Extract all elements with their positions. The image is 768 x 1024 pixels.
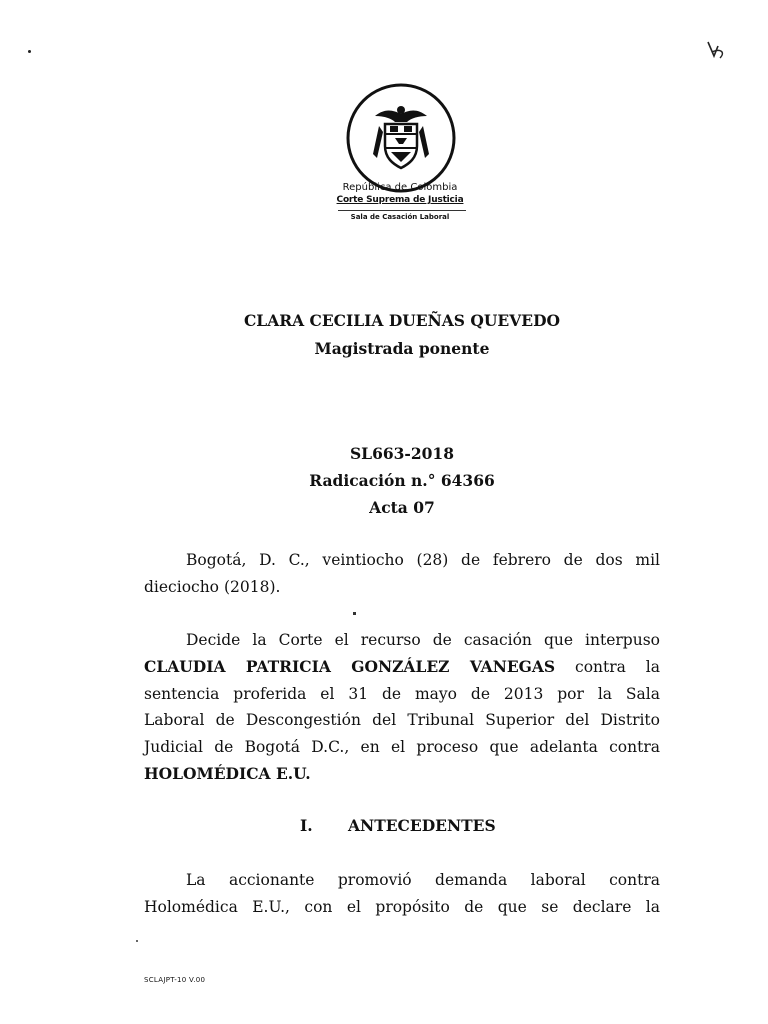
text-line: Decide la Corte el recurso de casación que interpuso <box>186 631 660 649</box>
text-line <box>144 654 660 681</box>
appellant-name: CLAUDIA PATRICIA GONZÁLEZ VANEGAS <box>144 656 556 676</box>
case-acta: Acta 07 <box>369 498 435 517</box>
text-fragment: contra la <box>555 657 660 676</box>
footer-form-code: SCLAJPT-10 V.00 <box>144 976 206 984</box>
background-paragraph <box>144 867 660 921</box>
date-paragraph <box>144 547 660 601</box>
text-line: Holomédica E.U., con el propósito de que se declare la <box>144 897 660 916</box>
section-heading <box>300 816 496 835</box>
magistrate-role: Magistrada ponente <box>314 339 490 358</box>
header-court: Corte Suprema de Justicia <box>336 195 464 205</box>
case-radicado: Radicación n.° 64366 <box>309 471 495 490</box>
text-line: Bogotá, D. C., veintiocho (28) de febrero de dos mil <box>186 551 660 569</box>
respondent-name: HOLOMÉDICA E.U. <box>144 763 311 783</box>
text-line: Laboral de Descongestión del Tribunal Superior del Distrito <box>144 711 660 730</box>
header-country: República de Colombia <box>342 182 458 193</box>
text-line <box>144 761 660 788</box>
handwritten-page-mark <box>700 36 730 66</box>
text-line: dieciocho (2018). <box>144 577 281 596</box>
case-id: SL663-2018 <box>349 444 455 463</box>
text-line: sentencia proferida el 31 de mayo de 2013 por la Sala <box>144 684 660 703</box>
header-divider <box>338 210 466 211</box>
section-title: ANTECEDENTES <box>348 816 496 835</box>
header-chamber: Sala de Casación Laboral <box>350 213 450 221</box>
text-line: Judicial de Bogotá D.C., en el proceso que adelanta contra <box>144 738 660 757</box>
decision-paragraph <box>144 627 660 788</box>
scan-dot <box>28 50 31 53</box>
coat-of-arms-seal-icon <box>345 82 457 194</box>
scan-mark <box>353 612 356 615</box>
scan-dot <box>136 940 138 942</box>
section-number: I. <box>300 816 313 835</box>
magistrate-name: CLARA CECILIA DUEÑAS QUEVEDO <box>243 311 561 330</box>
text-line: La accionante promovió demanda laboral contra <box>186 871 660 889</box>
